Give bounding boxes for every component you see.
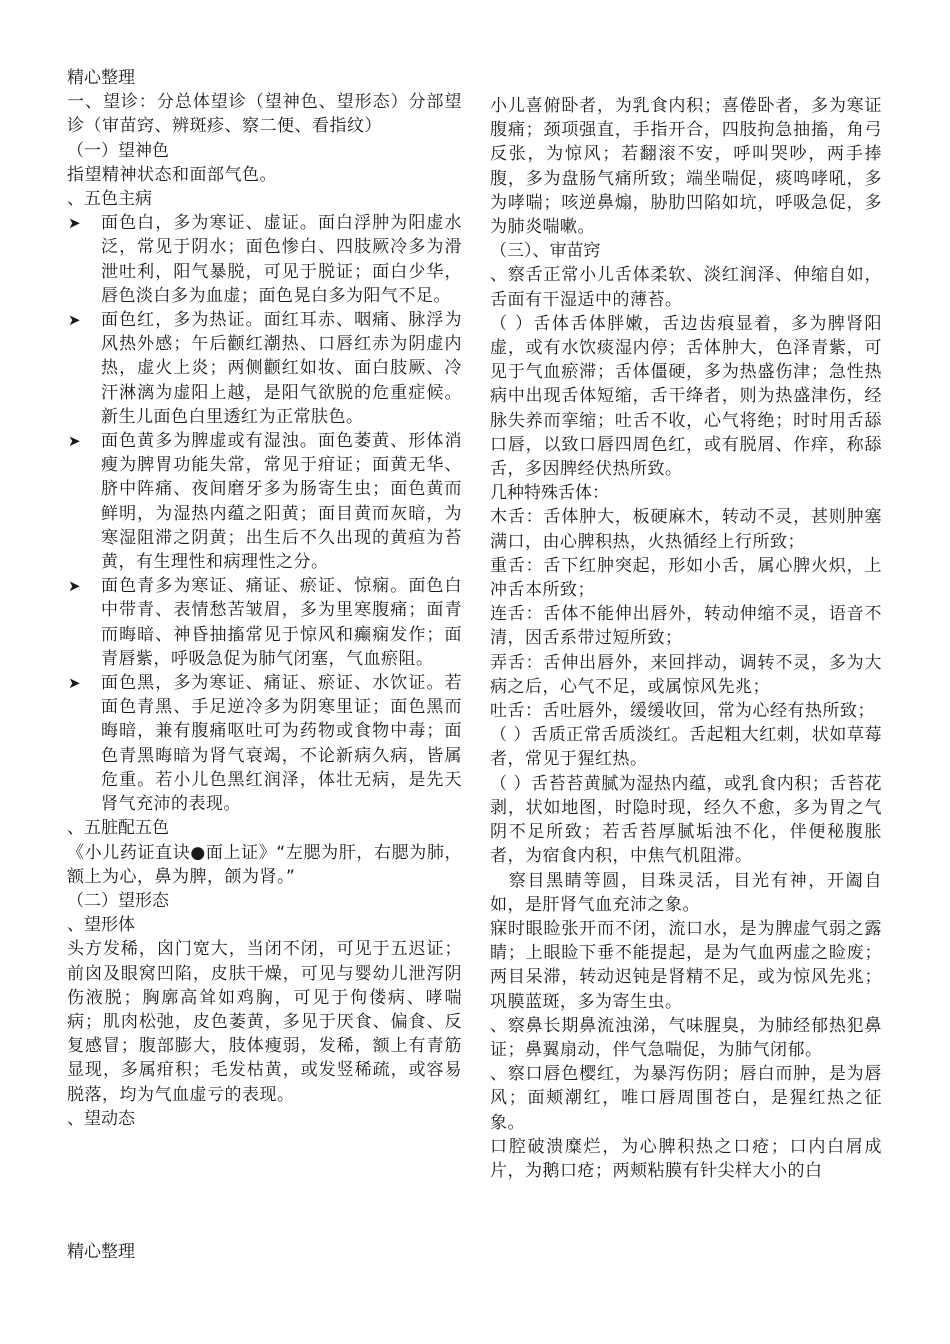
subsection-heading: 、五脏配五色 <box>67 818 169 839</box>
arrow-bullet-icon: ➤ <box>68 577 82 596</box>
paragraph: 、察鼻长期鼻流浊涕，气味腥臭，为肺经郁热犯鼻证；鼻翼扇动，伴气急喘促，为肺气闭郁。 <box>490 1015 882 1060</box>
page-footer: 精心整理 <box>67 1242 135 1262</box>
paragraph: 重舌：舌下红肿突起，形如小舌，属心脾火炽，上冲舌本所致； <box>490 555 882 601</box>
paragraph: 小儿喜俯卧者，为乳食内积；喜倦卧者，多为寒证腹痛；颈项强直，手指开合，四肢拘急抽搐，角弓反张，为惊风；若翻滚不安，呼叫哭吵，两手捧腹，多为盘肠气痛所致；端坐喘促，痰鸣哮吼，多为哮喘；咳逆鼻煽，胁肋凹陷如坑，呼吸急促，多为肺炎喘嗽。 <box>490 96 882 238</box>
arrow-bullet-icon: ➤ <box>68 674 82 693</box>
subsection-heading: 几种特殊舌体： <box>490 483 609 504</box>
bullet-text: 面色黑，多为寒证、痛证、瘀证、水饮证。若面色青黑、手足逆冷多为阴寒里证；面色黑而晦暗，兼有腹痛呕吐可为药物或食物中毒；面色青黑晦暗为肾气衰竭，不论新病久病，皆属危重。若小儿色黑红润泽，体壮无病，是先天肾气充沛的表现。 <box>101 673 462 815</box>
paragraph: 、察口唇色樱红，为暴泻伤阴；唇白而肿，是为唇风；面颊潮红，唯口唇周围苍白，是猩红热之征象。 <box>490 1064 882 1133</box>
arrow-bullet-icon: ➤ <box>68 432 82 451</box>
paragraph: （ ）舌体舌体胖嫩，舌边齿痕显着，多为脾肾阳虚，或有水饮痰湿内停；舌体肿大，色泽青紫，可见于气血瘀滞；舌体僵硬，多为热盛伤津；急性热病中出现舌体短缩，舌干绛者，则为热盛津伤，经脉失养而挛缩；吐舌不收，心气将绝；时时用舌舔口唇，以致口唇四周色红，或有脱屑、作痒，称舔舌，多因脾经伏热所致。 <box>490 313 882 480</box>
bullet-text: 面色黄多为脾虚或有湿浊。面色萎黄、形体消瘦为脾胃功能失常，常见于疳证；面黄无华、脐中阵痛、夜间磨牙多为肠寄生虫；面色黄而鲜明，为湿热内蕴之阳黄；面目黄而灰暗，为寒湿阻滞之阴黄；出生后不久出现的黄疸为苔黄，有生理性和病理性之分。 <box>101 431 462 573</box>
bullet-text: 面色红，多为热证。面红耳赤、咽痛、脉浮为风热外感；午后颧红潮热、口唇红赤为阴虚内热，虚火上炎；两侧颧红如妆、面白肢厥、冷汗淋漓为虚阳上越，是阳气欲脱的危重症候。新生儿面色白里透红为正常肤色。 <box>101 310 462 427</box>
paragraph: 察目黑睛等圆，目珠灵活，目光有神，开阖自如，是肝肾气血充沛之象。 <box>490 870 882 915</box>
paragraph: 头方发稀，囟门宽大，当闭不闭，可见于五迟证；前囟及眼窝凹陷，皮肤干燥，可见与婴幼儿泄泻阴伤液脱；胸廓高耸如鸡胸，可见于佝偻病、哮喘病；肌肉松弛，皮色萎黄，多见于厌食、偏食、反复感冒；腹部膨大，肢体瘦弱，发稀，额上有青筋显现，多属疳积；毛发枯黄，或发竖稀疏，或容易脱落，均为气血虚亏的表现。 <box>67 939 462 1105</box>
bullet-text: 面色白，多为寒证、虚证。面白浮肿为阳虚水泛，常见于阴水；面色惨白、四肢厥冷多为滑泄吐利，阳气暴脱，可见于脱证；面白少华，唇色淡白多为血虚；面色晃白多为阳气不足。 <box>101 213 462 306</box>
paragraph: 吐舌：舌吐唇外，缓缓收回，常为心经有热所致； <box>490 701 875 722</box>
paragraph: 弄舌：舌伸出唇外，来回拌动，调转不灵，多为大病之后，心气不足，或属惊风先兆； <box>490 652 882 697</box>
right-column <box>490 94 882 1183</box>
paragraph: 一、望诊：分总体望诊（望神色、望形态）分部望诊（审苗窍、辨斑疹、察二便、看指纹） <box>67 92 462 137</box>
paragraph: 连舌：舌体不能伸出唇外，转动伸缩不灵，语音不清，因舌系带过短所致； <box>490 604 882 649</box>
subsection-heading: 、五色主病 <box>67 189 152 210</box>
section-heading: （三）、审苗窍 <box>490 241 601 262</box>
paragraph: 木舌：舌体肿大，板硬麻木，转动不灵，甚则肿塞满口，由心脾积热，火热循经上行所致； <box>490 507 882 552</box>
paragraph: 《小儿药证直诀●面上证》“左腮为肝，右腮为肺，额上为心，鼻为脾，颌为肾。” <box>67 842 462 887</box>
paragraph: 指望精神状态和面部气色。 <box>67 164 277 185</box>
subsection-heading: 、望动态 <box>67 1108 135 1129</box>
bullet-item <box>67 574 462 671</box>
bullet-item <box>67 308 462 429</box>
page-header: 精心整理 <box>67 68 135 88</box>
subsection-heading: 、望形体 <box>67 915 135 936</box>
bullet-item <box>67 671 462 816</box>
paragraph: 、察舌正常小儿舌体柔软、淡红润泽、伸缩自如，舌面有干湿适中的薄苔。 <box>490 265 882 310</box>
paragraph: （ ）舌质正常舌质淡红。舌起粗大红刺，状如草莓者，常见于猩红热。 <box>490 725 882 770</box>
paragraph: （ ）舌苔苔黄腻为湿热内蕴，或乳食内积；舌苔花剥，状如地图，时隐时现，经久不愈，多为胃之气阴不足所致；若舌苔厚腻垢浊不化，伴便秘腹胀者，为宿食内积，中焦气机阻滞。 <box>490 773 882 867</box>
arrow-bullet-icon: ➤ <box>68 311 82 330</box>
bullet-item <box>67 429 462 574</box>
paragraph: 寐时眼睑张开而不闭，流口水，是为脾虚气弱之露睛；上眼睑下垂不能提起，是为气血两虚之睑废；两目呆滞，转动迟钝是肾精不足，或为惊风先兆；巩膜蓝斑，多为寄生虫。 <box>490 918 882 1012</box>
left-column <box>67 66 462 1131</box>
bullet-text: 面色青多为寒证、痛证、瘀证、惊痫。面色白中带青、表情愁苦皱眉，多为里寒腹痛；面青而晦暗、神昏抽搐常见于惊风和癫痫发作；面青唇紫，呼吸急促为肺气闭塞，气血瘀阻。 <box>101 576 462 669</box>
section-heading: （一）望神色 <box>67 140 169 161</box>
arrow-bullet-icon: ➤ <box>68 214 82 233</box>
section-heading: （二）望形态 <box>67 890 169 911</box>
bullet-item <box>67 211 462 308</box>
paragraph: 口腔破溃糜烂，为心脾积热之口疮；口内白屑成片，为鹅口疮；两颊粘膜有针尖样大小的白 <box>490 1136 882 1181</box>
